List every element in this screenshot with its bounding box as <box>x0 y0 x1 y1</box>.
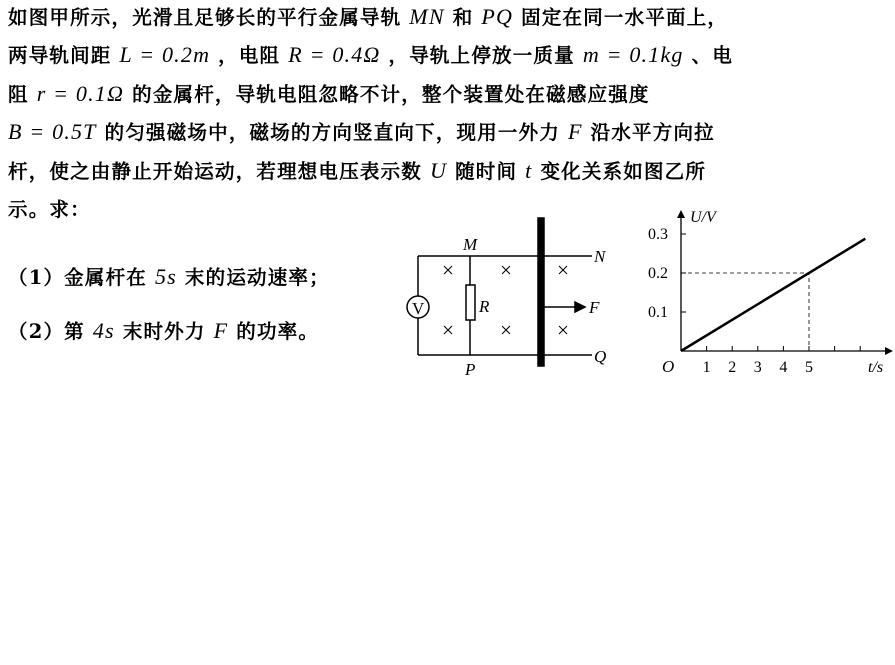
text-segment: （1）金属杆在 <box>8 266 155 289</box>
text-segment: 随时间 <box>447 160 526 183</box>
circuit-diagram <box>407 218 592 366</box>
math-expression: F <box>213 318 229 343</box>
text-segment: 两导轨间距 <box>8 44 120 67</box>
text-segment: 的功率。 <box>228 320 320 343</box>
y-tick-label: 0.1 <box>648 304 668 321</box>
math-expression: B = 0.5T <box>8 119 97 144</box>
text-segment: 变化关系如图乙所 <box>532 160 707 183</box>
y-axis-label: U/V <box>690 209 716 226</box>
text-segment: 的匀强磁场中，磁场的方向竖直向下，现用一外力 <box>96 121 569 144</box>
text-segment: 的金属杆，导轨电阻忽略不计，整个装置处在磁感应强度 <box>124 83 650 106</box>
text-segment: ，导轨上停放一质量 <box>380 44 583 67</box>
label-m: M <box>463 235 478 254</box>
magnetic-field-crosses <box>444 266 567 334</box>
math-expression: MN <box>409 4 445 29</box>
y-tick-label: 0.3 <box>648 226 668 243</box>
text-segment: 阻 <box>8 83 37 106</box>
metal-rod <box>538 218 544 366</box>
math-expression: m = 0.1kg <box>582 42 684 67</box>
series-line <box>681 239 865 351</box>
label-q: Q <box>594 347 607 366</box>
text-segment: 固定在同一水平面上， <box>513 6 729 29</box>
x-tick-label: 2 <box>728 359 737 376</box>
text-segment: 、电 <box>683 44 734 67</box>
u-t-graph <box>648 209 893 376</box>
label-p: P <box>465 360 476 379</box>
text-segment: ，电阻 <box>210 44 289 67</box>
label-n: N <box>594 247 606 266</box>
text-segment: 末的运动速率； <box>176 266 330 289</box>
x-axis-label: t/s <box>868 359 884 376</box>
text-segment: 沿水平方向拉 <box>582 121 715 144</box>
label-r: R <box>479 297 490 316</box>
x-tick-label: 4 <box>779 359 788 376</box>
text-segment: 如图甲所示，光滑且足够长的平行金属导轨 <box>8 6 410 29</box>
math-expression: r = 0.1Ω <box>36 81 125 106</box>
text-segment: 杆，使之由静止开始运动，若理想电压表示数 <box>8 160 430 183</box>
x-tick-label: 1 <box>702 359 711 376</box>
text-segment: 和 <box>444 6 482 29</box>
text-segment: 末时外力 <box>114 320 214 343</box>
math-expression: 5s <box>154 264 177 289</box>
label-f: F <box>589 298 600 317</box>
text-segment: 示。求： <box>8 198 91 221</box>
math-expression: PQ <box>481 4 514 29</box>
x-axis-arrow <box>885 347 893 355</box>
resistor-icon <box>466 285 475 320</box>
x-tick-label: 5 <box>805 359 813 376</box>
voltmeter-label: V <box>412 299 425 318</box>
math-expression: L = 0.2m <box>119 42 211 67</box>
math-expression: t <box>525 158 533 183</box>
text-segment: （2）第 <box>8 320 93 343</box>
y-axis-arrow <box>677 210 685 218</box>
origin-label: O <box>662 357 675 376</box>
math-expression: R = 0.4Ω <box>288 42 381 67</box>
math-expression: 4s <box>92 318 115 343</box>
x-tick-label: 3 <box>753 359 762 376</box>
y-tick-label: 0.2 <box>648 265 668 282</box>
math-expression: F <box>568 119 583 144</box>
math-expression: U <box>430 158 448 183</box>
